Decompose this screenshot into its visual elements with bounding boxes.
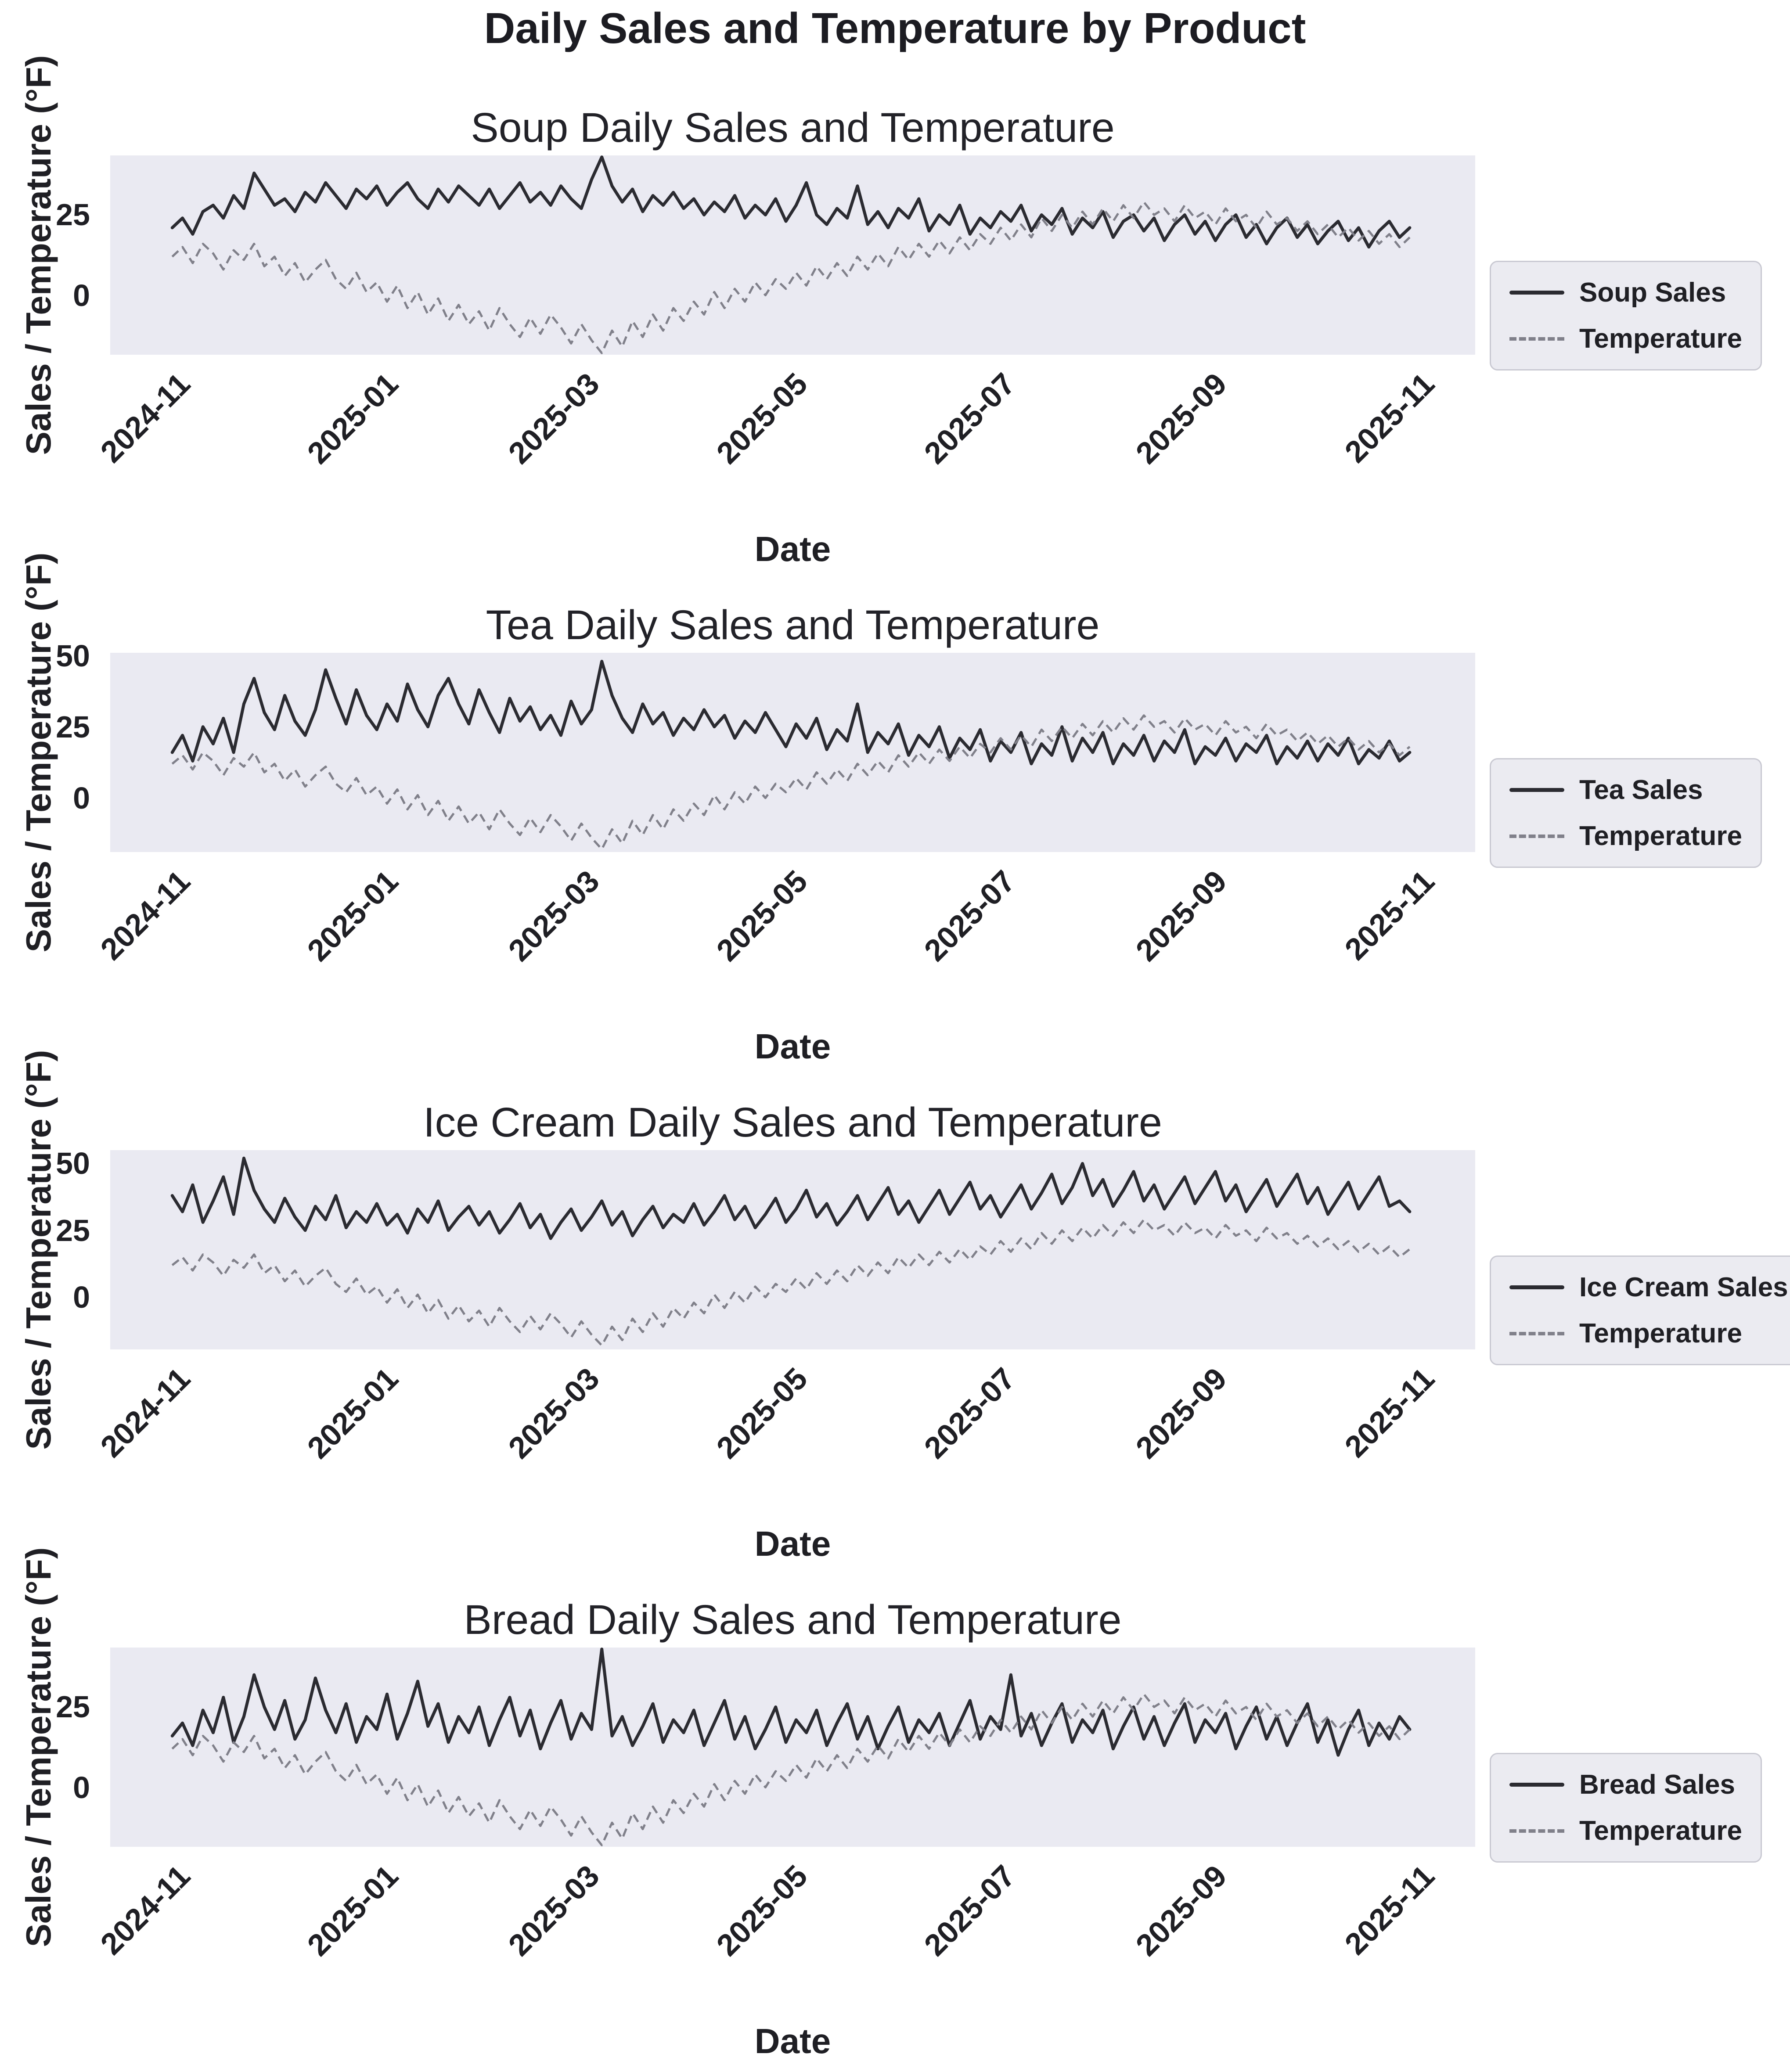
bread-chart <box>0 1492 1790 2061</box>
x-tick-label: 2025-01 <box>301 366 405 471</box>
plot-area <box>110 1150 1475 1349</box>
x-tick-label: 2024-11 <box>94 1858 197 1961</box>
x-tick-label: 2025-11 <box>1338 1361 1441 1464</box>
solid-line-icon <box>1509 788 1564 792</box>
x-axis-label: Date <box>754 529 831 568</box>
y-axis-label: Sales / Temperature (°F) <box>19 1050 58 1450</box>
solid-line-icon <box>1509 291 1564 295</box>
sales-line <box>172 157 1410 247</box>
legend <box>1490 758 1762 868</box>
line-plot <box>110 1150 1475 1349</box>
y-tick-label: 50 <box>56 1146 90 1181</box>
solid-line-icon <box>1509 1783 1564 1787</box>
x-tick-label: 2025-03 <box>502 863 606 968</box>
x-tick-label: 2025-09 <box>1129 1858 1233 1963</box>
y-tick-label: 0 <box>73 278 90 313</box>
legend-entry <box>1509 323 1742 354</box>
figure-title: Daily Sales and Temperature by Product <box>484 4 1306 52</box>
y-tick-label: 25 <box>56 709 90 744</box>
x-tick-label: 2025-07 <box>918 1858 1022 1963</box>
legend-entry <box>1509 277 1742 308</box>
y-axis-ticks <box>0 1648 90 1847</box>
y-axis-ticks <box>0 155 90 355</box>
x-tick-label: 2025-09 <box>1129 1361 1233 1465</box>
y-tick-label: 25 <box>56 1690 90 1724</box>
plot-area <box>110 1648 1475 1847</box>
y-tick-label: 50 <box>56 638 90 673</box>
dashed-line-icon <box>1509 835 1564 838</box>
x-tick-label: 2025-05 <box>710 366 814 471</box>
x-tick-label: 2025-01 <box>301 863 405 968</box>
y-axis-label: Sales / Temperature (°F) <box>19 55 58 455</box>
x-tick-label: 2025-05 <box>710 1858 814 1963</box>
x-tick-label: 2025-07 <box>918 1361 1022 1465</box>
plot-area <box>110 155 1475 355</box>
sales-line <box>172 662 1410 764</box>
legend-entry <box>1509 1769 1742 1800</box>
chart-title: Ice Cream Daily Sales and Temperature <box>423 1099 1162 1146</box>
soup-chart <box>0 0 1790 568</box>
x-tick-label: 2025-07 <box>918 366 1022 471</box>
legend-label: Temperature <box>1579 821 1742 851</box>
x-tick-label: 2025-11 <box>1338 863 1441 967</box>
y-tick-label: 0 <box>73 781 90 815</box>
y-tick-label: 0 <box>73 1280 90 1315</box>
legend-label: Soup Sales <box>1579 277 1726 308</box>
legend-entry <box>1509 1272 1788 1303</box>
line-plot <box>110 653 1475 852</box>
ice-cream-chart <box>0 995 1790 1563</box>
chart-title: Soup Daily Sales and Temperature <box>471 104 1115 151</box>
y-axis-label: Sales / Temperature (°F) <box>19 552 58 953</box>
legend-entry <box>1509 774 1742 806</box>
legend-entry <box>1509 1318 1788 1349</box>
y-axis-label: Sales / Temperature (°F) <box>19 1547 58 1947</box>
x-axis-ticks <box>94 1847 1475 2040</box>
legend-label: Bread Sales <box>1579 1770 1735 1800</box>
tea-chart <box>0 497 1790 1066</box>
legend <box>1490 261 1762 371</box>
x-tick-label: 2024-11 <box>94 1361 197 1464</box>
legend-label: Temperature <box>1579 1816 1742 1846</box>
x-tick-label: 2024-11 <box>94 366 197 469</box>
x-tick-label: 2025-11 <box>1338 1858 1441 1961</box>
plot-area <box>110 653 1475 852</box>
y-tick-label: 25 <box>56 198 90 232</box>
x-tick-label: 2025-09 <box>1129 863 1233 968</box>
x-tick-label: 2025-11 <box>1338 366 1441 469</box>
line-plot <box>110 1648 1475 1847</box>
y-tick-label: 25 <box>56 1213 90 1248</box>
solid-line-icon <box>1509 1285 1564 1289</box>
x-tick-label: 2025-03 <box>502 366 606 471</box>
legend-entry <box>1509 820 1742 852</box>
x-tick-label: 2024-11 <box>94 863 197 967</box>
chart-title: Tea Daily Sales and Temperature <box>486 602 1100 648</box>
x-tick-label: 2025-01 <box>301 1361 405 1465</box>
x-tick-label: 2025-07 <box>918 863 1022 968</box>
x-tick-label: 2025-09 <box>1129 366 1233 471</box>
x-tick-label: 2025-01 <box>301 1858 405 1963</box>
legend-label: Temperature <box>1579 324 1742 354</box>
legend <box>1490 1753 1762 1863</box>
legend-label: Temperature <box>1579 1318 1742 1349</box>
x-axis-label: Date <box>754 1027 831 1066</box>
x-axis-label: Date <box>754 1524 831 1563</box>
line-plot <box>110 155 1475 355</box>
temperature-line <box>172 1219 1410 1345</box>
legend <box>1490 1255 1790 1365</box>
x-tick-label: 2025-03 <box>502 1858 606 1963</box>
x-tick-label: 2025-05 <box>710 863 814 968</box>
dashed-line-icon <box>1509 337 1564 341</box>
x-axis-label: Date <box>754 2022 831 2061</box>
legend-label: Ice Cream Sales <box>1579 1272 1788 1302</box>
legend-entry <box>1509 1815 1742 1846</box>
dashed-line-icon <box>1509 1829 1564 1833</box>
x-tick-label: 2025-03 <box>502 1361 606 1465</box>
legend-label: Tea Sales <box>1579 775 1703 805</box>
dashed-line-icon <box>1509 1332 1564 1335</box>
x-tick-label: 2025-05 <box>710 1361 814 1465</box>
chart-title: Bread Daily Sales and Temperature <box>464 1597 1122 1643</box>
y-tick-label: 0 <box>73 1770 90 1805</box>
